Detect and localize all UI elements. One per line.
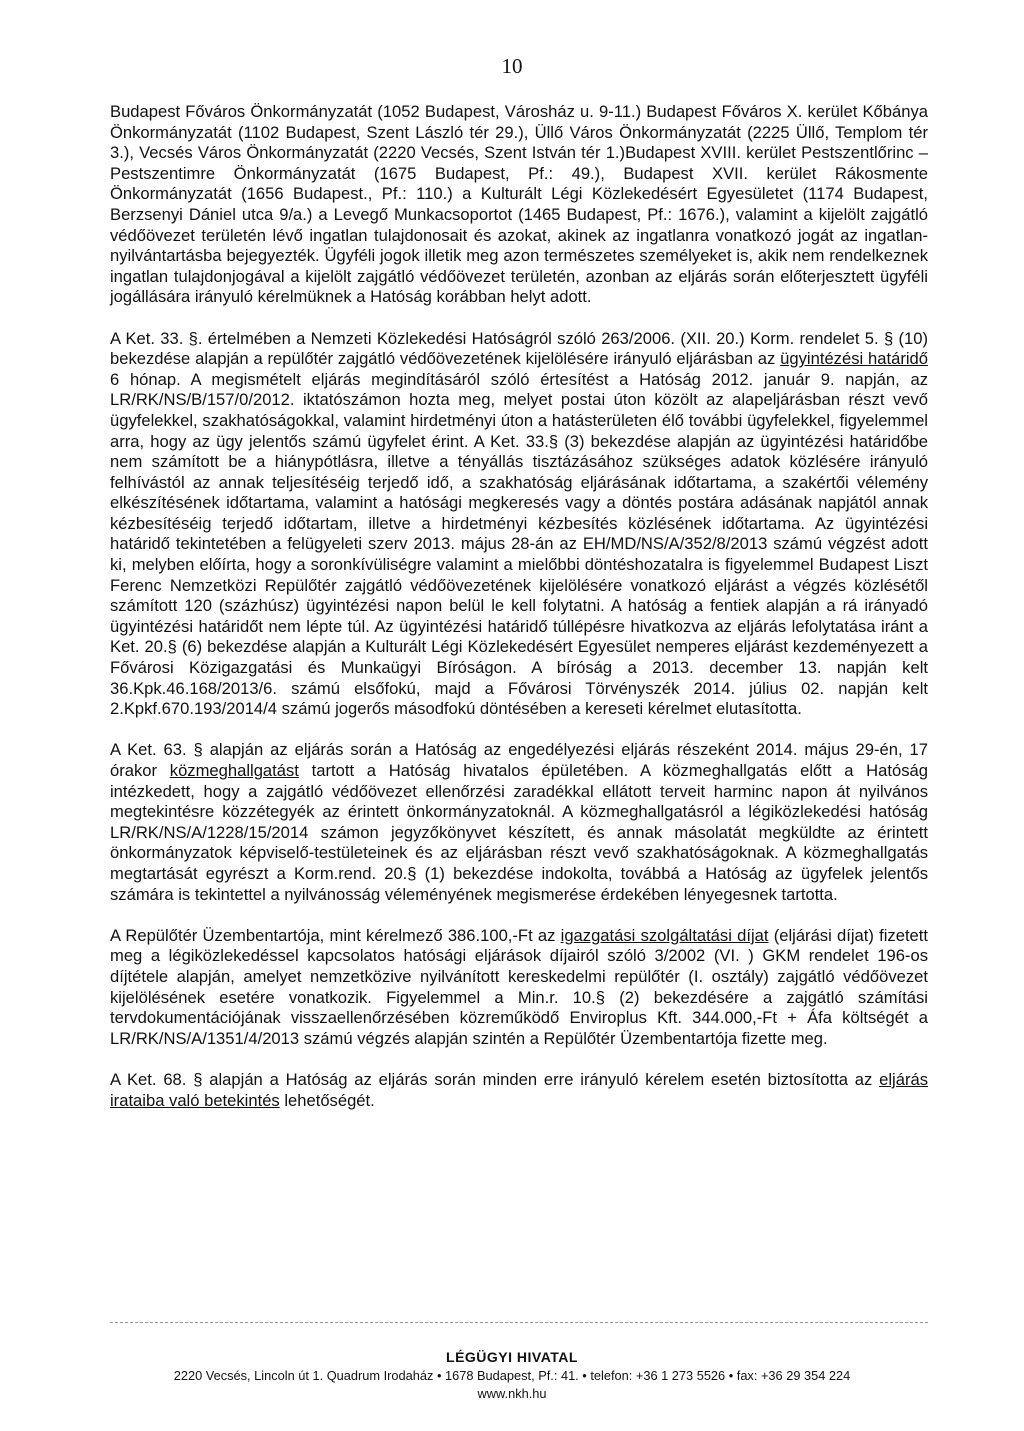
paragraph-fee-text-a: A Repülőtér Üzembentartója, mint kérelmező 386.100,-Ft az <box>110 925 561 945</box>
paragraph-gap <box>110 720 928 741</box>
paragraph-public-hearing-text-a: A Ket. 63. § alapján az eljárás során a Hatóság az engedélyezési eljárás részeként 2014. május 29-én, 17 órakor <box>110 740 928 780</box>
paragraph-gap <box>110 1049 928 1070</box>
paragraph-deadline <box>110 329 928 720</box>
paragraph-file-access-text-a: A Ket. 68. § alapján a Hatóság az eljárás során minden erre irányuló kérelem esetén biztosította az <box>110 1069 880 1089</box>
paragraph-parties: Budapest Főváros Önkormányzatát (1052 Budapest, Városház u. 9-11.) Budapest Főváros X. kerület Kőbánya Önkormányzatát (1102 Budapest, Szent László tér 29.), Üllő Város Önkormányzatát (2225 Üllő, Templom tér 3.), Vecsés Város Önkormányzatát (2220 Vecsés, Szent István tér 1.)Budapest XVIII. kerület Pestszentlőrinc – Pestszentimre Önkormányzatát (1675 Budapest, Pf.: 49.), Budapest XVII. kerület Rákosmente Önkormányzatát (1656 Budapest., Pf.: 110.) a Kulturált Légi Közlekedésért Egyesületet (1174 Budapest, Berzsenyi Dániel utca 9/a.) a Levegő Munkacsoportot (1465 Budapest, Pf.: 1676.), valamint a kijelölt zajgátló védőövezet területén lévő ingatlan tulajdonosait és azokat, akinek az ingatlanra vonatkozó jogát az ingatlan-nyilvántartásba bejegyezték. Ügyféli jogok illetik meg azon természetes személyeket is, akik nem rendelkeznek ingatlan tulajdonjogával a kijelölt zajgátló védőövezet területén, azonban az eljárás során előterjesztett ügyféli jogállására irányuló kérelmüknek a Hatóság korábban helyt adott. <box>110 102 928 307</box>
footer-address: 2220 Vecsés, Lincoln út 1. Quadrum Irodaház • 1678 Budapest, Pf.: 41. • telefon: +36 1 273 5526 • fax: +36 29 354 224 <box>173 1368 851 1383</box>
paragraph-file-access-text-b: lehetőségét. <box>279 1090 375 1110</box>
paragraph-public-hearing <box>110 740 928 905</box>
underlined-term-public-hearing: közmeghallgatást <box>169 761 299 780</box>
footer-website: www.nkh.hu <box>477 1386 547 1401</box>
paragraph-gap <box>110 308 928 329</box>
paragraph-gap <box>110 905 928 926</box>
paragraph-file-access <box>110 1070 928 1111</box>
underlined-term-deadline: ügyintézési határidő <box>780 349 928 369</box>
footer-title: LÉGÜGYI HIVATAL <box>446 1349 578 1365</box>
paragraph-deadline-text-a: A Ket. 33. §. értelmében a Nemzeti Közlekedési Hatóságról szóló 263/2006. (XII. 20.) Korm. rendelet 5. § (10) bekezdése alapján a repülőtér zajgátló védőövezetének kijelölésére irányuló eljárásban az <box>110 328 928 369</box>
paragraph-fee <box>110 926 928 1050</box>
paragraph-fee-text-b: (eljárási díjat) fizetett meg a légiközlekedéssel kapcsolatos hatósági eljárások díjairól szóló 3/2002 (VI. ) GKM rendelet 196-os díjtétele alapján, amelyet nemzetközive nyilvánított kereskedelmi repülőtér (I. osztály) zajgátló védőövezet kijelölésének esetére vonatkozik. Figyelemmel a Min.r. 10.§ (2) bekezdésére a zajgátló számítási tervdokumentációjának visszaellenőrzésében közreműködő Enviroplus Kft. 344.000,-Ft + Áfa költségét a LR/RK/NS/A/1351/4/2013 számú végzés alapján szintén a Repülőtér Üzembentartója fizette meg. <box>110 925 928 1048</box>
paragraph-public-hearing-text-b: tartott a Hatóság hivatalos épületében. A közmeghallgatás előtt a Hatóság intézkedett, hogy a zajgátló védőövezet ellenőrzési zaradékkal ellátott terveit harminc napon át nyilvános megtekintésre közzétegyék az érintett önkormányzatoknál. A közmeghallgatásról a légiközlekedési hatóság LR/RK/NS/A/1228/15/2014 számon jegyzőkönyvet készített, és annak másolatát megküldte az érintett önkormányzatok képviselő-testületeinek és az eljárásban részt vevő szakhatóságoknak. A közmeghallgatás megtartását egyrészt a Korm.rend. 20.§ (1) bekezdése indokolta, továbbá a Hatóság az ügyfelek jelentős számára is tekintettel a nyilvánosság véleményének megismerése érdekében lényegesnek tartotta. <box>110 761 928 904</box>
paragraph-deadline-text-b: 6 hónap. A megismételt eljárás megindításáról szóló értesítést a Hatóság 2012. január 9. napján, az LR/RK/NS/B/157/0/2012. iktatószámon hozta meg, melyet postai úton közölt az alapeljárásban részt vevő ügyfelekkel, szakhatóságokkal, valamint hirdetményi úton a hatásterületen élő további ügyfelekkel, figyelemmel arra, hogy az ügy jelentős számú ügyfelet érint. A Ket. 33.§ (3) bekezdése alapján az ügyintézési határidőbe nem számított be a hiánypótlásra, illetve a tényállás tisztázásához szükséges adatok közlésére irányuló felhívástól az annak teljesítéséig terjedő idő, a szakhatóság eljárásának időtartama, a szakértői vélemény elkészítésének időtartama, valamint a hatósági megkeresés vagy a döntés postára adásának napjától annak kézbesítéséig terjedő időtartam, illetve a hirdetményi kézbesítés közlésének időtartama. Az ügyintézési határidő tekintetében a felügyeleti szerv 2013. május 28-án az EH/MD/NS/A/352/8/2013 számú végzést adott ki, melyben előírta, hogy a soronkívüliségre valamint a mielőbbi döntéshozatalra is figyelemmel Budapest Liszt Ferenc Nemzetközi Repülőtér zajgátló védőövezetének kijelölésére vonatkozó eljárást a végzés közlésétől számított 120 (százhúsz) ügyintézési napon belül le kell folytatni. A hatóság a fentiek alapján a rá irányadó ügyintézési határidőt nem lépte túl. Az ügyintézési határidő túllépésre hivatkozva az eljárás lefolytatása iránt a Ket. 20.§ (6) bekezdése alapján a Kulturált Légi Közlekedésért Egyesület nemperes eljárást kezdeményezett a Fővárosi Közigazgatási és Munkaügyi Bíróságon. A bíróság a 2013. december 13. napján kelt 36.Kpk.46.168/2013/6. számú elsőfokú, majd a Fővárosi Törvényszék 2014. július 02. napján kelt 2.Kpkf.670.193/2014/4 számú jogerős másodfokú döntésében a kereseti kérelmet elutasította. <box>110 369 928 719</box>
document-body <box>110 102 928 1111</box>
underlined-term-file-access: eljárás irataiba való betekintés <box>110 1069 928 1110</box>
page-number: 10 <box>501 54 523 78</box>
footer-divider <box>110 1322 928 1323</box>
underlined-term-fee: igazgatási szolgáltatási díjat <box>560 925 769 945</box>
